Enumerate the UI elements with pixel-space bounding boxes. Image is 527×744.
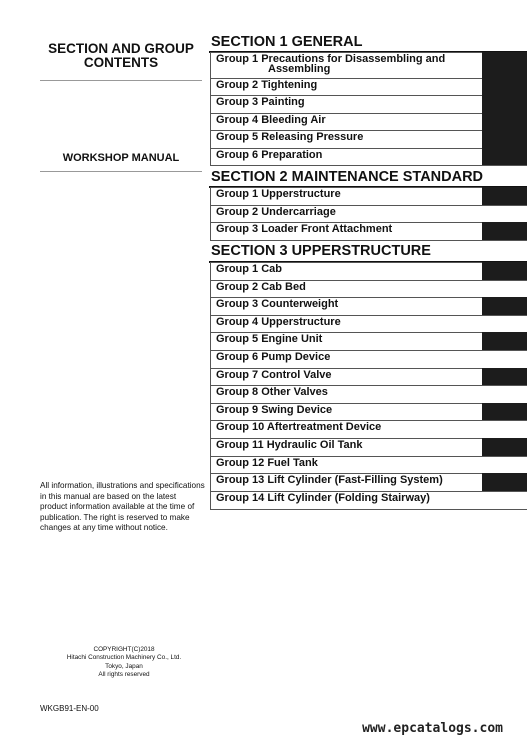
manual-label: WORKSHOP MANUAL [62, 152, 180, 164]
row-border [210, 369, 211, 385]
toc-group-item[interactable] [210, 280, 527, 297]
toc-group-item[interactable] [210, 473, 527, 491]
copyright-line: Hitachi Construction Machinery Co., Ltd. [66, 654, 182, 662]
row-border [210, 223, 211, 240]
row-border [210, 492, 211, 509]
toc-group-label [216, 387, 328, 397]
row-border [210, 457, 211, 473]
section-index-tab [482, 222, 527, 240]
toc-group-item[interactable] [210, 420, 527, 438]
disclaimer-text: All information, illustrations and specifications in this manual are based on the latest product information available at the time of publication. The right is reserved to make changes at any time without notice. [40, 481, 205, 533]
title-divider [40, 80, 202, 81]
section-index-tab [482, 187, 527, 205]
row-border [210, 263, 211, 280]
toc-group-label [216, 54, 445, 74]
toc-group-item[interactable] [210, 438, 527, 456]
watermark-url[interactable]: www.epcatalogs.com [362, 721, 503, 736]
toc-group-item[interactable] [210, 95, 527, 113]
row-border [210, 188, 211, 205]
toc-group-item[interactable] [210, 78, 527, 95]
toc-group-item[interactable] [210, 297, 527, 315]
section-index-tab [482, 52, 527, 165]
row-border [210, 281, 211, 297]
toc-group-label [216, 224, 392, 234]
manual-divider [40, 171, 202, 172]
toc-group-item[interactable] [210, 368, 527, 385]
row-border [210, 53, 211, 78]
toc-group-label [216, 317, 341, 327]
row-border [210, 298, 211, 315]
section-index-tab [482, 297, 527, 315]
row-border [210, 404, 211, 420]
copyright-block [40, 646, 208, 680]
toc-group-label-line: Group 5 Releasing Pressure [216, 131, 364, 143]
toc-group-item[interactable] [210, 385, 527, 403]
toc-group-label-line: Assembling [268, 63, 331, 75]
toc-group-label [216, 132, 363, 142]
row-border [210, 114, 211, 130]
row-border [210, 149, 211, 165]
toc-group-label [216, 352, 330, 362]
section-bottom-border [210, 165, 527, 166]
toc-group-label-line: Group 9 Swing Device [216, 404, 333, 416]
toc-group-label-line: Group 5 Engine Unit [216, 333, 323, 345]
toc-group-item[interactable] [210, 130, 527, 148]
toc-group-item[interactable] [210, 315, 527, 332]
section-bottom-border [210, 509, 527, 510]
copyright-line: COPYRIGHT(C)2018 [93, 646, 155, 653]
section-title[interactable]: SECTION 2 MAINTENANCE STANDARD [211, 169, 484, 185]
document-code: WKGB91-EN-00 [40, 704, 99, 713]
toc-group-item[interactable] [210, 350, 527, 368]
toc-group-item[interactable] [210, 187, 527, 205]
page-title-line2: CONTENTS [83, 55, 159, 70]
toc-group-label [216, 264, 282, 274]
row-border [210, 474, 211, 491]
section-title[interactable]: SECTION 1 GENERAL [211, 34, 363, 50]
toc-group-label [216, 115, 326, 125]
toc-group-label-line: Group 10 Aftertreatment Device [216, 421, 382, 433]
section-index-tab [482, 403, 527, 420]
toc-group-label-line: Group 3 Painting [216, 96, 305, 108]
row-border [210, 421, 211, 438]
toc-group-item[interactable] [210, 332, 527, 350]
toc-group-label [216, 370, 332, 380]
toc-group-item[interactable] [210, 148, 527, 165]
row-border [210, 79, 211, 95]
toc-group-label-line: Group 14 Lift Cylinder (Folding Stairway) [216, 492, 430, 504]
copyright-line: All rights reserved [98, 671, 150, 679]
toc-group-label [216, 189, 341, 199]
page-title [40, 42, 202, 70]
toc-group-label-line: Group 13 Lift Cylinder (Fast-Filling System) [216, 474, 443, 486]
toc-group-item[interactable] [210, 491, 527, 509]
toc-group-label-line: Group 11 Hydraulic Oil Tank [216, 439, 363, 451]
toc-group-label-line: Group 1 Cab [216, 263, 283, 275]
section-index-tab [482, 473, 527, 491]
row-border [210, 351, 211, 368]
toc-group-item[interactable] [210, 205, 527, 222]
toc-group-label [216, 405, 332, 415]
section-index-tab [482, 262, 527, 280]
toc-group-label-line: Group 2 Tightening [216, 79, 318, 91]
section-index-tab [482, 332, 527, 350]
toc-group-item[interactable] [210, 113, 527, 130]
toc-group-label-line: Group 7 Control Valve [216, 369, 332, 381]
section-index-tab [482, 368, 527, 385]
toc-group-label-line: Group 3 Loader Front Attachment [216, 223, 393, 235]
toc-group-item[interactable] [210, 52, 527, 78]
toc-group-label-line: Group 6 Pump Device [216, 351, 331, 363]
section-title[interactable]: SECTION 3 UPPERSTRUCTURE [211, 243, 431, 259]
row-border [210, 439, 211, 456]
toc-group-label [216, 422, 381, 432]
row-border [210, 206, 211, 222]
toc-group-label [216, 80, 317, 90]
toc-group-label-line: Group 6 Preparation [216, 149, 323, 161]
toc-group-label [216, 458, 318, 468]
toc-group-label-line: Group 3 Counterweight [216, 298, 339, 310]
toc-group-label [216, 440, 363, 450]
toc-group-label [216, 150, 322, 160]
toc-group-item[interactable] [210, 262, 527, 280]
row-border [210, 131, 211, 148]
toc-group-label [216, 299, 338, 309]
row-border [210, 96, 211, 113]
toc-group-item[interactable] [210, 222, 527, 240]
toc-group-item[interactable] [210, 403, 527, 420]
toc-group-label-line: Group 1 Upperstructure [216, 188, 341, 200]
page-title-line1: SECTION AND GROUP [48, 41, 194, 56]
toc-group-label [216, 207, 336, 217]
toc-group-label [216, 493, 430, 503]
toc-group-label-line: Group 2 Undercarriage [216, 206, 336, 218]
toc-group-label-line: Group 2 Cab Bed [216, 281, 306, 293]
toc-group-label-line: Group 4 Bleeding Air [216, 114, 326, 126]
row-border [210, 333, 211, 350]
toc-group-label-line: Group 4 Upperstructure [216, 316, 341, 328]
row-border [210, 386, 211, 403]
toc-group-label-line: Group 8 Other Valves [216, 386, 328, 398]
section-bottom-border [210, 240, 527, 241]
row-border [210, 316, 211, 332]
toc-group-label [216, 282, 306, 292]
toc-group-label [216, 97, 305, 107]
toc-group-label [216, 475, 443, 485]
copyright-line: Tokyo, Japan [105, 662, 143, 670]
toc-group-label-line: Group 12 Fuel Tank [216, 457, 318, 469]
toc-group-label [216, 334, 322, 344]
toc-group-item[interactable] [210, 456, 527, 473]
toc-group-label-line: Group 1 Precautions for Disassembling and [216, 53, 446, 65]
section-index-tab [482, 438, 527, 456]
